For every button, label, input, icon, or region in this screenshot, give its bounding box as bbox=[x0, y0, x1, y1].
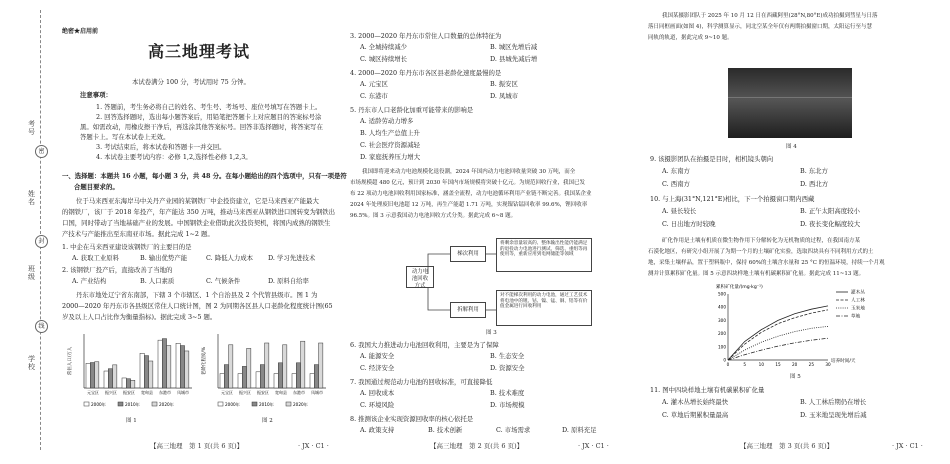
option: A. 产业结构 bbox=[72, 277, 107, 285]
option: A. 能源安全 bbox=[360, 352, 395, 360]
binding-label-exam-no: 考号 bbox=[28, 120, 35, 136]
bar bbox=[176, 343, 180, 388]
x-tick-label: 振安区 bbox=[123, 390, 135, 395]
passage-line: 石漠化地区，有研究小组开展了为期一个月的土壤矿化实验，选取四块具有不同利用方式的土 bbox=[648, 249, 874, 255]
x-tick-label: 东港市 bbox=[159, 390, 171, 395]
option: D. 凤城市 bbox=[490, 92, 519, 100]
legend-label: 玉米地 bbox=[851, 306, 865, 312]
option: C. 经济安全 bbox=[360, 364, 395, 372]
option: A. 东南方 bbox=[662, 167, 690, 175]
x-tick-label: 振安区 bbox=[257, 390, 269, 395]
bar bbox=[185, 351, 189, 388]
bar bbox=[220, 374, 224, 388]
binding-hole-mark: 线 bbox=[35, 320, 48, 333]
option: A. 灌木丛增长始终最快 bbox=[662, 398, 729, 406]
y-tick-label: 100 bbox=[718, 344, 726, 350]
option: B. 技术创新 bbox=[428, 426, 463, 434]
question-4: 4. 2000—2020 年丹东市各区县老龄化速度最慢的是 bbox=[350, 69, 502, 77]
bar bbox=[247, 348, 251, 388]
option: A. 适龄劳动力增多 bbox=[360, 117, 414, 125]
notice-line: 2. 回答选择题时，选出每小题答案后，用铅笔把答题卡上对应题目的答案标号涂 bbox=[96, 113, 322, 121]
option: C. 日出地方时较晚 bbox=[662, 220, 716, 228]
paper-code: · JX · C1 · bbox=[892, 442, 923, 450]
legend-swatch bbox=[152, 402, 157, 406]
x-tick-label: 凤城市 bbox=[177, 390, 189, 395]
bar bbox=[158, 340, 162, 388]
binding-label-name: 姓名 bbox=[28, 190, 35, 206]
y-tick-label: 200 bbox=[718, 331, 726, 337]
passage-line: 矿化作用是土壤有机质在微生物作用下分解转化为无机物质的过程，在我国南方某 bbox=[662, 238, 861, 244]
bar bbox=[140, 353, 144, 388]
legend-label: 人工林 bbox=[851, 298, 865, 304]
passage-line: 口国，同时带动了当地基础产业的发展。中国钢铁企业借助此次投资契机，将国内成熟的钢铁生 bbox=[62, 219, 331, 227]
y-axis-label: 常住人口/万人 bbox=[68, 346, 73, 376]
option: A. 昼长较长 bbox=[662, 207, 697, 215]
option: B. 人口素质 bbox=[140, 277, 175, 285]
passage-line: 同轨的轨道，据此完成 9~10 题。 bbox=[648, 35, 733, 41]
secret-label: 绝密★启用前 bbox=[62, 28, 99, 35]
option: D. 学习先进技术 bbox=[268, 254, 316, 262]
y-axis-label: 老龄化程度/% bbox=[202, 346, 207, 376]
question-7: 7. 我国通过规范动力电池的回收标准，可直接降低 bbox=[350, 378, 493, 386]
legend-label: 2020年 bbox=[159, 402, 174, 407]
bar bbox=[108, 369, 112, 388]
binding-hole-mark: 封 bbox=[35, 235, 48, 248]
option: B. 城区先增后减 bbox=[490, 43, 538, 51]
bar bbox=[314, 365, 318, 388]
diagram-desc-dismantle: 对不能梯次利用的动力电池，通过工艺技术将电池中的锂、钴、镍、锰、铜、铝等有价值金属进行回收利用 bbox=[496, 290, 592, 326]
option: B. 技术难度 bbox=[490, 389, 525, 397]
diagram-center-node: 动力电池回收方式 bbox=[406, 266, 434, 288]
figure-1-population-chart bbox=[66, 326, 196, 418]
binding-dashed-line bbox=[40, 10, 41, 450]
legend-label: 灌木丛 bbox=[851, 290, 865, 296]
bar bbox=[265, 343, 269, 388]
question-1: 1. 中企在马来西亚建设该钢铁厂的主要目的是 bbox=[62, 243, 192, 251]
x-tick-label: 30 bbox=[825, 362, 831, 367]
passage-line: 96.5%。图 3 示意我国动力电池回收方式分类。据此完成 6~8 题。 bbox=[350, 213, 517, 219]
page-2 bbox=[340, 0, 640, 464]
series-line bbox=[728, 306, 828, 360]
legend-swatch bbox=[118, 402, 123, 406]
binding-label-class: 班级 bbox=[28, 265, 35, 281]
notice-line: 答题卡上。写在本试卷上无效。 bbox=[80, 133, 170, 141]
figure-caption: 图 2 bbox=[262, 418, 273, 424]
section-heading: 一、选择题：本题共 16 小题，每小题 3 分，共 48 分。在每小题给出的四个选项中，只有一项是符 bbox=[62, 172, 347, 180]
bar bbox=[95, 362, 99, 388]
x-tick-label: 15 bbox=[775, 362, 781, 367]
bar bbox=[113, 365, 117, 388]
bar bbox=[86, 363, 90, 388]
legend-label: 2010年 bbox=[125, 402, 140, 407]
x-axis-label: 培养时间/天 bbox=[831, 359, 856, 364]
legend-label: 草地 bbox=[851, 314, 861, 320]
passage-line: 丹东市地处辽宁省东南部，下辖 3 个市辖区、1 个自治县及 2 个代管县级市。图 1 为 bbox=[76, 291, 318, 299]
series-line bbox=[728, 338, 828, 360]
legend-label: 2020年 bbox=[293, 402, 308, 407]
figure-5-mineralization-chart bbox=[708, 282, 898, 372]
passage-line: 地，采集土壤样品，置于塑料瓶中，保持 60%的土壤含水量和 25 °C 的恒温环境，持续一个月观 bbox=[648, 260, 885, 266]
x-tick-label: 振兴区 bbox=[105, 390, 117, 395]
paper-code: · JX · C1 · bbox=[298, 442, 329, 450]
bar bbox=[180, 346, 184, 388]
bar bbox=[229, 345, 233, 388]
notice-line: 黑。如需改动，用橡皮擦干净后，再选涂其他答案标号。回答非选择题时，将答案写在 bbox=[80, 123, 323, 131]
legend-label: 2010年 bbox=[259, 402, 274, 407]
option: C. 市场需求 bbox=[496, 426, 531, 434]
option: C. 西南方 bbox=[662, 180, 690, 188]
legend-swatch bbox=[84, 402, 89, 406]
page-footer: 【高三地理 第 3 页(共 6 页)】 bbox=[740, 442, 834, 450]
bar bbox=[296, 363, 300, 388]
bar bbox=[131, 380, 135, 388]
option: D. 原料充足 bbox=[562, 426, 597, 434]
diagram-desc-reuse: 将剩余容量较高的、整体输出性能仍能满足的退役动力电池进行测试、筛选、重组等再使用等，重新应用到电网储能等领域 bbox=[496, 238, 592, 272]
bar bbox=[162, 339, 166, 388]
bar bbox=[260, 365, 264, 388]
bar bbox=[126, 379, 130, 388]
option: B. 正午太阳高度较小 bbox=[800, 207, 860, 215]
y-tick-label: 300 bbox=[718, 317, 726, 323]
figure-caption: 图 1 bbox=[126, 418, 137, 424]
x-tick-label: 振兴区 bbox=[239, 390, 251, 395]
figure-caption: 图 3 bbox=[486, 330, 497, 336]
bar bbox=[90, 363, 94, 388]
option: D. 夜长变化幅度较大 bbox=[800, 220, 861, 228]
comet-sunset-photo bbox=[728, 68, 852, 138]
option: D. 原料自给率 bbox=[268, 277, 309, 285]
bar bbox=[274, 374, 278, 388]
notice-title: 注意事项： bbox=[80, 91, 112, 99]
option: A. 回收成本 bbox=[360, 389, 395, 397]
bar bbox=[292, 374, 296, 388]
notice-line: 3. 考试结束后，将本试卷和答题卡一并交回。 bbox=[96, 143, 226, 151]
figure-2-aging-chart bbox=[200, 326, 330, 418]
figure-caption: 图 4 bbox=[786, 144, 797, 150]
option: D. 市场规模 bbox=[490, 401, 525, 409]
figure-caption: 图 5 bbox=[790, 374, 801, 380]
page-3 bbox=[640, 0, 950, 464]
option: B. 东北方 bbox=[800, 167, 828, 175]
passage-line: 我国即将迎来动力电池规模化退役潮，2024 年国内动力电池回收量突破 30 万吨，而全 bbox=[362, 169, 576, 175]
option: A. 获取工业原料 bbox=[72, 254, 120, 262]
page-footer: 【高三地理 第 2 页(共 6 页)】 bbox=[430, 442, 524, 450]
y-axis-label: 累积矿化量/(mg·kg⁻¹) bbox=[716, 285, 763, 290]
diagram-node-reuse: 梯次利用 bbox=[450, 246, 486, 262]
passage-line: 我国某摄影团队于 2025 年 10 月 12 日在西藏阿里(28°N,80°E)成功拍摄到彗星与日落 bbox=[662, 13, 878, 19]
option: A. 全城持续减少 bbox=[360, 43, 408, 51]
passage-line: 市场规模超 480 亿元，预计到 2030 年国内市场规模将突破十亿元。为规范回收行业，我国已发 bbox=[350, 180, 585, 186]
page-1 bbox=[0, 0, 347, 464]
option: B. 人均生产总值上升 bbox=[360, 129, 420, 137]
legend-swatch bbox=[252, 402, 257, 406]
question-5: 5. 丹东市人口老龄化加重可能带来的影响是 bbox=[350, 106, 474, 114]
x-tick-label: 25 bbox=[808, 362, 815, 367]
bar bbox=[242, 366, 246, 388]
option: B. 输出优势产能 bbox=[140, 254, 188, 262]
bar bbox=[278, 363, 282, 388]
question-10: 10. 与上海(31°N,121°E)相比，下一个拍摄窗口期内西藏 bbox=[650, 195, 815, 203]
x-tick-label: 元宝区 bbox=[221, 390, 233, 395]
y-tick-label: 500 bbox=[718, 291, 726, 297]
x-tick-label: 元宝区 bbox=[87, 390, 99, 395]
passage-line: 2024 年处理废旧电池超 12 万吨，再生产能超 1.71 万吨，实现镍钴锰回收率 99.6%，锂回收率 bbox=[350, 202, 588, 208]
option: D. 家庭抚养压力增大 bbox=[360, 153, 421, 161]
series-line bbox=[728, 310, 828, 360]
option: C. 社会医疗资源减轻 bbox=[360, 141, 420, 149]
passage-line: 产技术与产能推出至东南亚市场。据此完成 1~2 题。 bbox=[62, 230, 214, 238]
bar bbox=[283, 345, 287, 388]
passage-line: 落日同框画面(如图 4)，科学测算显示，同北空某全年仅有两期拍摄窗口期，太阳运行至与慧 bbox=[648, 24, 873, 30]
x-tick-label: 10 bbox=[758, 362, 765, 367]
legend-label: 2000年 bbox=[91, 402, 106, 407]
question-8: 8. 推测该企业实现资源回收率的核心依托是 bbox=[350, 415, 474, 423]
option: D. 资源安全 bbox=[490, 364, 525, 372]
bar bbox=[238, 374, 242, 388]
option: C. 气候条件 bbox=[206, 277, 241, 285]
passage-line: 布 22 项动力电池回收利用国家标准，涵盖全流程，动力电池循环利用产业链不断完善。我国某企业 bbox=[350, 191, 592, 197]
x-tick-label: 东港市 bbox=[293, 390, 305, 395]
binding-hole-mark: 密 bbox=[35, 145, 48, 158]
passage-line: 测并计算累积矿化量。图 5 示意四块样地土壤有机碳累积矿化量。据此完成 11~13 题。 bbox=[648, 271, 865, 277]
bar bbox=[122, 378, 126, 388]
option: C. 东港市 bbox=[360, 92, 388, 100]
passage-line: 的钢铁厂，该厂于 2018 年投产，年产能达 350 万吨，推动马来西亚从钢铁进口国转变为钢铁出 bbox=[62, 208, 336, 216]
option: C. 降低人力成本 bbox=[206, 254, 254, 262]
passage-line: 岁及以上人口占比作为衡量指标)。据此完成 3~5 题。 bbox=[62, 313, 217, 321]
option: B. 人工林后期仍在增长 bbox=[800, 398, 867, 406]
bar bbox=[224, 365, 228, 388]
diagram-node-dismantle: 拆解利用 bbox=[450, 302, 486, 318]
bar bbox=[319, 343, 323, 388]
option: B. 生态安全 bbox=[490, 352, 525, 360]
option: C. 城区持续增长 bbox=[360, 55, 408, 63]
binding-margin bbox=[0, 0, 52, 464]
y-tick-label: 400 bbox=[718, 304, 726, 310]
bar bbox=[256, 372, 260, 388]
page-footer: 【高三地理 第 1 页(共 6 页)】 bbox=[150, 442, 244, 450]
bar bbox=[104, 371, 108, 388]
bar bbox=[301, 341, 305, 388]
legend-swatch bbox=[218, 402, 223, 406]
x-tick-label: 宽甸县 bbox=[275, 390, 287, 395]
question-11: 11. 图中四块样地土壤有机碳累积矿化量 bbox=[650, 386, 765, 394]
question-9: 9. 该摄影团队在拍摄是目时，相机镜头朝向 bbox=[650, 155, 774, 163]
x-tick-label: 宽甸县 bbox=[141, 390, 153, 395]
x-tick-label: 0 bbox=[726, 362, 730, 367]
option: A. 元宝区 bbox=[360, 80, 388, 88]
exam-title: 高三地理考试 bbox=[148, 42, 251, 61]
x-tick-label: 5 bbox=[743, 362, 747, 367]
exam-intro: 本试卷满分 100 分，考试用时 75 分钟。 bbox=[132, 78, 250, 86]
section-heading: 合题目要求的。 bbox=[74, 183, 119, 191]
bar bbox=[167, 346, 171, 388]
option: C. 草地后期累积量最高 bbox=[662, 411, 729, 419]
option: D. 玉米地呈现先增后减 bbox=[800, 411, 867, 419]
option: D. 县城先减后增 bbox=[490, 55, 538, 63]
question-3: 3. 2000—2020 年丹东市常住人口数量的总体特征为 bbox=[350, 32, 502, 40]
passage-line: 位于马来西亚东海岸马中关丹产业园的某钢铁厂中企投资建立，它是马来西亚产能最大 bbox=[76, 197, 319, 205]
bar bbox=[149, 361, 153, 388]
passage-line: 2000—2020 年丹东市各县级区常住人口统计图，图 2 为同期各区县人口老龄化程度统计图(65 bbox=[62, 302, 333, 310]
option: C. 环境风险 bbox=[360, 401, 395, 409]
legend-label: 2000年 bbox=[225, 402, 240, 407]
x-tick-label: 凤城市 bbox=[311, 390, 323, 395]
legend-swatch bbox=[286, 402, 291, 406]
bar bbox=[144, 356, 148, 388]
paper-code: · JX · C1 · bbox=[578, 442, 609, 450]
x-tick-label: 20 bbox=[791, 362, 798, 367]
notice-line: 1. 答题前，考生务必将自己的姓名、考生号、考场号、座位号填写在答题卡上。 bbox=[96, 103, 322, 111]
binding-label-school: 学校 bbox=[28, 355, 35, 371]
bar bbox=[310, 374, 314, 388]
question-6: 6. 我国大力推进动力电池回收利用，主要是为了保障 bbox=[350, 341, 499, 349]
option: A. 政策支持 bbox=[360, 426, 395, 434]
question-2: 2. 该钢铁厂投产后，直接改善了当地的 bbox=[62, 266, 173, 274]
notice-line: 4. 本试卷主要考试内容：必修 1,2,选择性必修 1,2,3。 bbox=[96, 153, 252, 161]
option: B. 振安区 bbox=[490, 80, 518, 88]
option: D. 西北方 bbox=[800, 180, 829, 188]
y-tick-label: 0 bbox=[723, 357, 726, 363]
